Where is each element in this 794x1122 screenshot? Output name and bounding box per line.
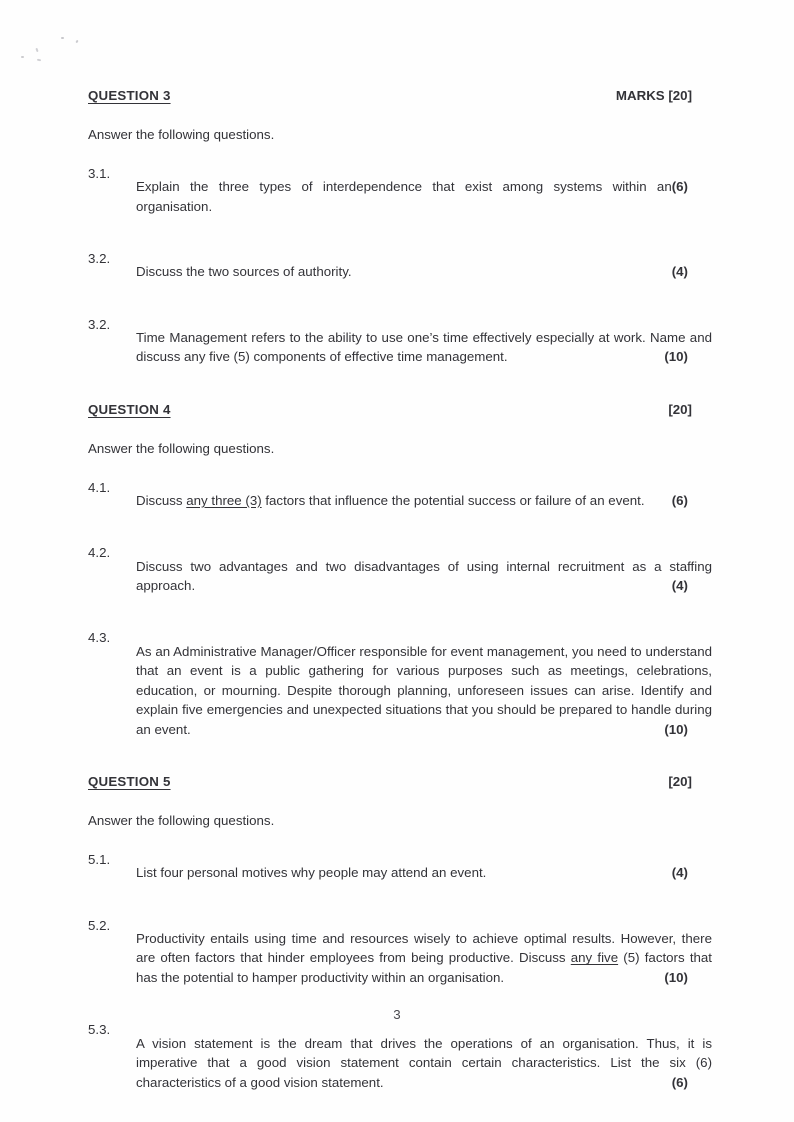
question-marks: (10) (664, 349, 688, 365)
question-text (136, 557, 712, 596)
section-question-3 (88, 86, 712, 380)
scan-artifact (21, 56, 24, 58)
question-number: 3.2. (88, 316, 111, 332)
question-marks: (4) (671, 865, 688, 881)
question-marks: (6) (671, 179, 688, 195)
question-number: 5.3. (88, 1022, 111, 1038)
section-marks: [20] (668, 401, 692, 417)
section-title: QUESTION 4 (88, 401, 171, 417)
question-item (88, 543, 712, 609)
section-title: QUESTION 3 (88, 88, 171, 103)
question-item (88, 249, 712, 295)
question-number: 4.2. (88, 545, 111, 561)
section-heading-row (88, 400, 712, 420)
section-question-5 (88, 772, 712, 1105)
section-heading-row (88, 772, 712, 792)
section-intro: Answer the following questions. (88, 440, 275, 456)
section-marks: MARKS [20] (615, 88, 692, 103)
question-marks: (10) (664, 969, 688, 985)
question-marks: (4) (671, 578, 688, 594)
section-marks: [20] (668, 774, 692, 790)
question-marks: (4) (671, 264, 688, 280)
question-text (136, 328, 712, 367)
question-number: 3.1. (88, 166, 111, 181)
question-text-body: As an Administrative Manager/Officer responsible for event management, you need to understand that an event is a public gathering for various purposes such as meetings, celebrations, education, or mourning. Despite thorough planning, unforeseen issues can arise. Identify and explain five emergencies and unexpected situations that you should be prepared to handle during an event. (136, 643, 712, 737)
page-number: 3 (393, 1007, 401, 1022)
question-text (136, 177, 712, 216)
section-intro: Answer the following questions. (88, 127, 275, 142)
question-marks: (10) (664, 721, 688, 737)
section-heading-row (88, 86, 712, 106)
question-text (136, 491, 712, 511)
question-text-body: Productivity entails using time and resources wisely to achieve optimal results. However, there are often factors that hinder employees from being productive. Discuss any five (5) factors that has the potential to hamper productivity within an organisation. (136, 930, 712, 985)
question-text (136, 1034, 712, 1093)
question-text-body: A vision statement is the dream that drives the operations of an organisation. Thus, it is imperative that a good vision statement contain certain characteristics. List the six (6) characteristics of a good vision statement. (136, 1035, 712, 1090)
question-text-body: Discuss two advantages and two disadvantages of using internal recruitment as a staffing approach. (136, 558, 712, 594)
question-text-body: Time Management refers to the ability to use one’s time effectively especially at work. Name and discuss any five (5) components of effective time management. (136, 329, 712, 365)
question-item (88, 164, 712, 230)
scan-artifact (37, 59, 41, 62)
question-item (88, 628, 712, 752)
section-question-4 (88, 400, 712, 753)
question-text (136, 863, 712, 883)
scan-artifact (75, 40, 78, 44)
question-number: 4.1. (88, 479, 111, 495)
question-item (88, 916, 712, 1001)
question-item (88, 850, 712, 896)
question-number: 3.2. (88, 251, 111, 267)
scan-artifact (61, 37, 64, 39)
question-text-body: Discuss the two sources of authority. (136, 264, 352, 280)
question-number: 5.2. (88, 917, 111, 933)
question-item (88, 315, 712, 381)
question-number: 4.3. (88, 630, 111, 646)
question-text (136, 642, 712, 740)
page-content (88, 86, 712, 1122)
question-item (88, 478, 712, 524)
section-intro: Answer the following questions. (88, 813, 275, 829)
question-item (88, 1020, 712, 1105)
question-marks: (6) (671, 1074, 688, 1090)
question-text-body: Discuss any three (3) factors that influence the potential success or failure of an event. (136, 493, 645, 509)
question-marks: (6) (671, 493, 688, 509)
scan-artifact (35, 48, 38, 52)
question-text-body: List four personal motives why people may attend an event. (136, 865, 487, 881)
question-text (136, 262, 712, 282)
question-number: 5.1. (88, 852, 111, 868)
question-text (136, 929, 712, 988)
question-text-body: Explain the three types of interdependence that exist among systems within an organisation. (136, 179, 672, 214)
section-title: QUESTION 5 (88, 774, 171, 790)
